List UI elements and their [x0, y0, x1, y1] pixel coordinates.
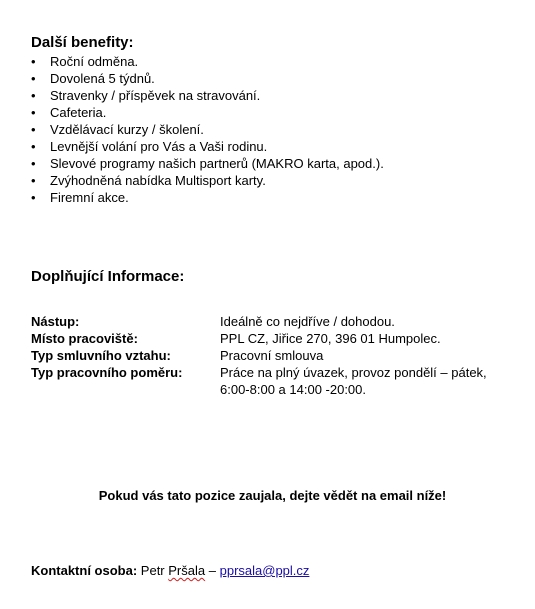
bullet-icon: • — [31, 54, 36, 69]
list-item — [31, 189, 384, 206]
list-item — [31, 172, 384, 189]
benefit-text: Slevové programy našich partnerů (MAKRO karta, apod.). — [50, 156, 384, 171]
list-item — [31, 155, 384, 172]
benefit-text: Dovolená 5 týdnů. — [50, 71, 155, 86]
info-label: Místo pracoviště: — [31, 331, 138, 346]
contact-separator: – — [208, 563, 216, 578]
benefits-heading: Další benefity: — [31, 34, 134, 51]
info-row-contract-type — [31, 347, 510, 364]
benefit-text: Cafeteria. — [50, 105, 107, 120]
bullet-icon: • — [31, 105, 36, 120]
call-to-action: Pokud vás tato pozice zaujala, dejte vědět na email níže! — [98, 488, 447, 503]
list-item — [31, 121, 384, 138]
contact-surname: Pršala — [168, 563, 206, 578]
benefit-text: Levnější volání pro Vás a Vaši rodinu. — [50, 139, 268, 154]
info-value-line: Práce na plný úvazek, provoz pondělí – pátek, — [220, 365, 487, 380]
info-row-start — [31, 313, 510, 330]
benefit-text: Stravenky / příspěvek na stravování. — [50, 88, 261, 103]
bullet-icon: • — [31, 71, 36, 86]
info-label: Typ pracovního poměru: — [31, 365, 183, 380]
contact-first-name: Petr — [140, 563, 165, 578]
info-label: Nástup: — [31, 314, 80, 329]
info-value-line: 6:00-8:00 a 14:00 -20:00. — [220, 382, 367, 397]
info-value — [220, 364, 510, 398]
list-item — [31, 87, 384, 104]
contact-line — [31, 562, 309, 579]
list-item — [31, 70, 384, 87]
list-item — [31, 53, 384, 70]
info-row-employment-type — [31, 364, 510, 398]
info-heading: Doplňující Informace: — [31, 268, 185, 285]
bullet-icon: • — [31, 88, 36, 103]
list-item — [31, 138, 384, 155]
benefit-text: Vzdělávací kurzy / školení. — [50, 122, 204, 137]
email-link[interactable]: pprsala@ppl.cz — [219, 563, 310, 578]
bullet-icon: • — [31, 156, 36, 171]
benefit-text: Roční odměna. — [50, 54, 139, 69]
benefits-list — [31, 53, 384, 206]
info-table — [31, 313, 510, 398]
info-value — [220, 313, 510, 330]
info-row-location — [31, 330, 510, 347]
info-label: Typ smluvního vztahu: — [31, 348, 171, 363]
info-value — [220, 347, 510, 364]
benefit-text: Firemní akce. — [50, 190, 129, 205]
bullet-icon: • — [31, 139, 36, 154]
bullet-icon: • — [31, 190, 36, 205]
info-value-line: Ideálně co nejdříve / dohodou. — [220, 314, 395, 329]
contact-label: Kontaktní osoba: — [31, 563, 138, 578]
benefit-text: Zvýhodněná nabídka Multisport karty. — [50, 173, 266, 188]
bullet-icon: • — [31, 173, 36, 188]
info-value-line: PPL CZ, Jiřice 270, 396 01 Humpolec. — [220, 331, 441, 346]
bullet-icon: • — [31, 122, 36, 137]
list-item — [31, 104, 384, 121]
info-value — [220, 330, 510, 347]
info-value-line: Pracovní smlouva — [220, 348, 324, 363]
